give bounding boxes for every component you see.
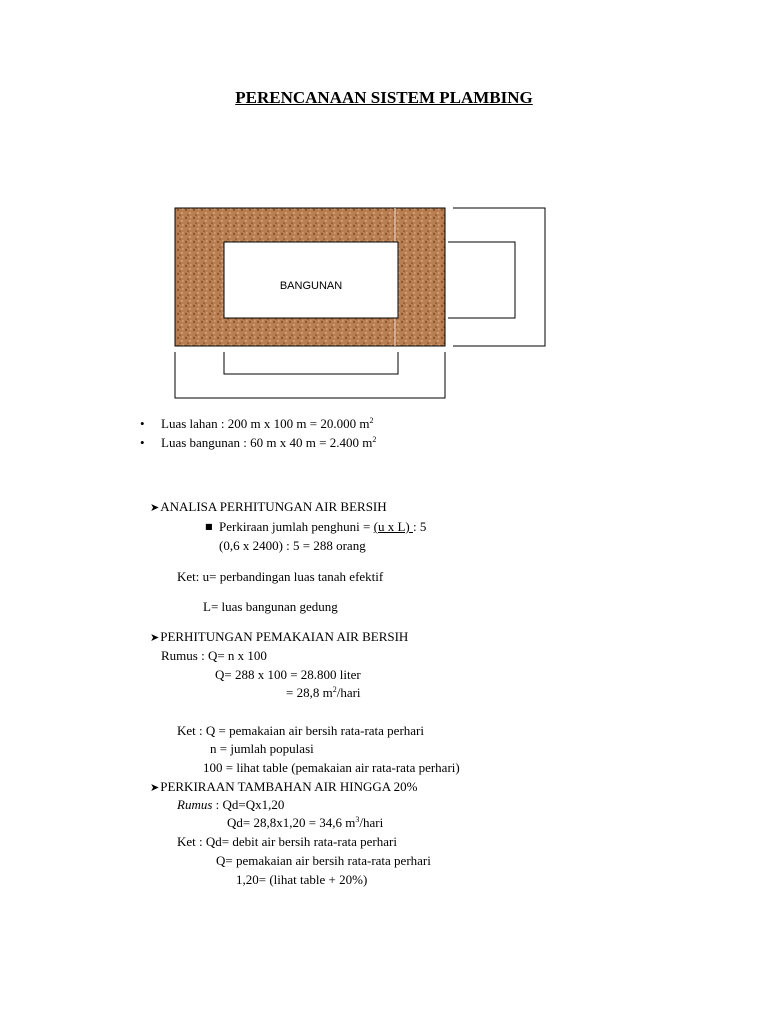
note-line: n = jumlah populasi bbox=[210, 741, 314, 756]
arrow-bullet-icon: ➤ bbox=[150, 781, 160, 794]
arrow-bullet-icon: ➤ bbox=[150, 631, 160, 644]
bottom-inner-bracket bbox=[224, 352, 398, 374]
note-line: 1,20= (lihat table + 20%) bbox=[236, 872, 368, 887]
occupant-estimate: ■ Perkiraan jumlah penghuni = (u x L) : 5 bbox=[205, 519, 427, 534]
square-bullet-icon: ■ bbox=[205, 522, 213, 531]
list-item: • Luas lahan : 200 m x 100 m = 20.000 $m^2$ bbox=[140, 416, 376, 435]
area-list bbox=[140, 416, 376, 454]
site-plan-diagram bbox=[0, 0, 768, 410]
section-heading: ➤PERKIRAAN TAMBAHAN AIR HINGGA 20% bbox=[150, 779, 418, 794]
note-line: Ket : Qd= debit air bersih rata-rata perhari bbox=[177, 834, 397, 849]
right-inner-bracket bbox=[448, 242, 515, 318]
section-heading: ➤PERHITUNGAN PEMAKAIAN AIR BERSIH bbox=[150, 629, 409, 644]
note-line: Ket: u= perbandingan luas tanah efektif bbox=[177, 569, 384, 584]
formula-line: Qd= 28,8x1,20 = 34,6 $m^3$/hari bbox=[227, 815, 384, 830]
formula-line: = 28,8 $m^2$/hari bbox=[286, 685, 361, 700]
note-line: Q= pemakaian air bersih rata-rata perhari bbox=[216, 853, 431, 868]
arrow-bullet-icon: ➤ bbox=[150, 501, 160, 514]
formula-line: Q= 288 x 100 = 28.800 liter bbox=[215, 667, 361, 682]
building-label: BANGUNAN bbox=[279, 280, 343, 292]
list-item: • Luas bangunan : 60 m x 40 m = 2.400 $m^2$ bbox=[140, 435, 376, 454]
section-heading: ➤ANALISA PERHITUNGAN AIR BERSIH bbox=[150, 499, 387, 514]
formula-line: Rumus : Q= n x 100 bbox=[161, 648, 267, 663]
note-line: Ket : Q = pemakaian air bersih rata-rata perhari bbox=[177, 723, 424, 738]
bottom-outer-bracket bbox=[175, 352, 445, 398]
right-outer-bracket bbox=[453, 208, 545, 346]
page-title: PERENCANAAN SISTEM PLAMBING bbox=[235, 88, 533, 107]
formula-line: Rumus : Qd=Qx1,20 bbox=[177, 797, 285, 812]
occupant-calc: (0,6 x 2400) : 5 = 288 orang bbox=[219, 538, 366, 553]
note-line: 100 = lihat table (pemakaian air rata-rata perhari) bbox=[203, 760, 460, 775]
note-line: L= luas bangunan gedung bbox=[203, 599, 338, 614]
